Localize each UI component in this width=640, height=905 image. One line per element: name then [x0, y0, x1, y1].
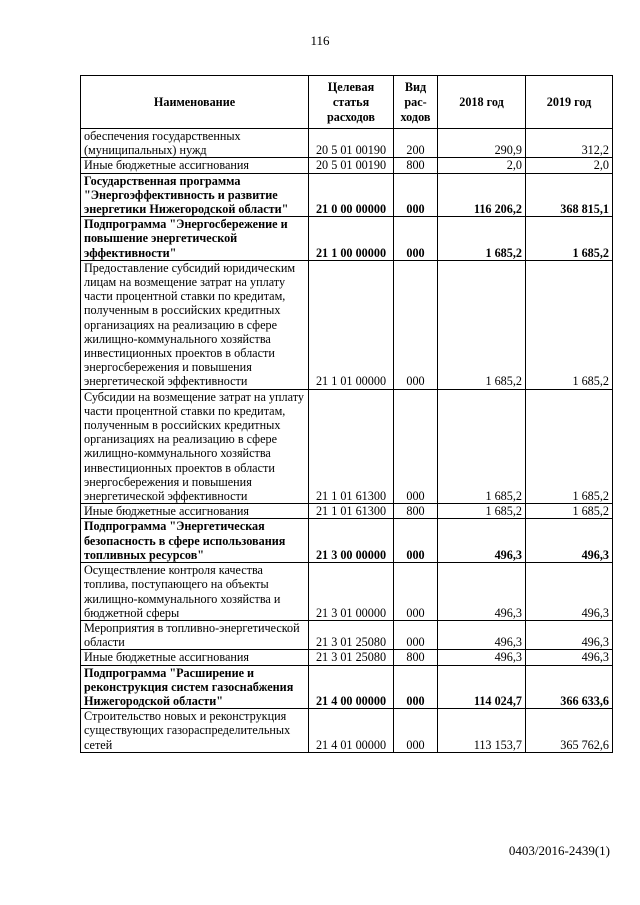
- row-value-2018: 2,0: [438, 158, 526, 173]
- row-name: Подпрограмма "Энергосбережение и повышение энергетической эффективности": [81, 217, 309, 261]
- row-value-2019: 496,3: [526, 519, 613, 563]
- row-expense-kind: 800: [394, 504, 438, 519]
- page-number: 116: [310, 33, 330, 48]
- row-name: обеспечения государственных (муниципальных) нужд: [81, 129, 309, 158]
- row-value-2019: 366 633,6: [526, 665, 613, 709]
- table-row: [81, 665, 613, 709]
- row-expense-kind: 000: [394, 217, 438, 261]
- row-value-2018: 116 206,2: [438, 173, 526, 217]
- row-value-2019: 1 685,2: [526, 389, 613, 504]
- row-value-2018: 496,3: [438, 620, 526, 649]
- table-row: [81, 260, 613, 389]
- row-target-code: 20 5 01 00190: [309, 158, 394, 173]
- row-value-2019: 1 685,2: [526, 217, 613, 261]
- row-target-code: 20 5 01 00190: [309, 129, 394, 158]
- header-2019: 2019 год: [526, 76, 613, 129]
- row-expense-kind: 800: [394, 650, 438, 665]
- row-expense-kind: 000: [394, 519, 438, 563]
- row-expense-kind: 000: [394, 389, 438, 504]
- row-target-code: 21 4 01 00000: [309, 709, 394, 753]
- row-value-2018: 114 024,7: [438, 665, 526, 709]
- table-row: [81, 173, 613, 217]
- row-value-2019: 1 685,2: [526, 504, 613, 519]
- row-name: Строительство новых и реконструкция существующих газораспределительных сетей: [81, 709, 309, 753]
- row-expense-kind: 000: [394, 563, 438, 621]
- row-target-code: 21 1 01 00000: [309, 260, 394, 389]
- row-name: Предоставление субсидий юридическим лицам на возмещение затрат на уплату части процентной ставки по кредитам, полученным в российских кредитных организациях на реализацию в сфере жилищно-коммунального хозяйства инвестиционных проектов в области энергосбережения и повышения энергетической эффективности: [81, 260, 309, 389]
- row-target-code: 21 1 01 61300: [309, 504, 394, 519]
- header-kind: Вид рас-ходов: [394, 76, 438, 129]
- row-value-2018: 290,9: [438, 129, 526, 158]
- row-value-2018: 113 153,7: [438, 709, 526, 753]
- row-name: Иные бюджетные ассигнования: [81, 504, 309, 519]
- row-expense-kind: 000: [394, 260, 438, 389]
- row-value-2018: 496,3: [438, 563, 526, 621]
- row-name: Мероприятия в топливно-энергетической области: [81, 620, 309, 649]
- row-value-2019: 312,2: [526, 129, 613, 158]
- row-target-code: 21 1 01 61300: [309, 389, 394, 504]
- table-row: [81, 563, 613, 621]
- row-name: Подпрограмма "Расширение и реконструкция систем газоснабжения Нижегородской области": [81, 665, 309, 709]
- table-row: [81, 519, 613, 563]
- row-name: Иные бюджетные ассигнования: [81, 650, 309, 665]
- row-name: Подпрограмма "Энергетическая безопасность в сфере использования топливных ресурсов": [81, 519, 309, 563]
- table-row: [81, 158, 613, 173]
- row-value-2018: 1 685,2: [438, 504, 526, 519]
- row-expense-kind: 000: [394, 665, 438, 709]
- row-value-2018: 1 685,2: [438, 260, 526, 389]
- row-name: Иные бюджетные ассигнования: [81, 158, 309, 173]
- table-header-row: [81, 76, 613, 129]
- row-value-2019: 496,3: [526, 650, 613, 665]
- table-row: [81, 217, 613, 261]
- row-expense-kind: 000: [394, 620, 438, 649]
- row-value-2018: 496,3: [438, 519, 526, 563]
- row-expense-kind: 000: [394, 173, 438, 217]
- row-value-2019: 365 762,6: [526, 709, 613, 753]
- row-value-2019: 368 815,1: [526, 173, 613, 217]
- row-expense-kind: 200: [394, 129, 438, 158]
- table-row: [81, 389, 613, 504]
- row-value-2018: 496,3: [438, 650, 526, 665]
- row-name: Государственная программа "Энергоэффективность и развитие энергетики Нижегородской области": [81, 173, 309, 217]
- row-target-code: 21 0 00 00000: [309, 173, 394, 217]
- row-target-code: 21 3 00 00000: [309, 519, 394, 563]
- header-target: Целевая статья расходов: [309, 76, 394, 129]
- row-target-code: 21 3 01 25080: [309, 650, 394, 665]
- row-value-2019: 496,3: [526, 620, 613, 649]
- table-row: [81, 129, 613, 158]
- row-value-2018: 1 685,2: [438, 389, 526, 504]
- document-code: 0403/2016-2439(1): [508, 843, 610, 858]
- row-expense-kind: 800: [394, 158, 438, 173]
- row-target-code: 21 3 01 00000: [309, 563, 394, 621]
- row-target-code: 21 1 00 00000: [309, 217, 394, 261]
- row-target-code: 21 3 01 25080: [309, 620, 394, 649]
- header-name: Наименование: [81, 76, 309, 129]
- row-value-2019: 1 685,2: [526, 260, 613, 389]
- row-name: Субсидии на возмещение затрат на уплату части процентной ставки по кредитам, полученным в российских кредитных организациях на реализацию в сфере жилищно-коммунального хозяйства инвестиционных проектов в области энергосбережения и повышения энергетической эффективности: [81, 389, 309, 504]
- table-row: [81, 709, 613, 753]
- budget-table: [80, 75, 613, 753]
- row-target-code: 21 4 00 00000: [309, 665, 394, 709]
- table-row: [81, 650, 613, 665]
- row-name: Осуществление контроля качества топлива, поступающего на объекты жилищно-коммунального хозяйства и бюджетной сферы: [81, 563, 309, 621]
- row-value-2019: 2,0: [526, 158, 613, 173]
- row-value-2018: 1 685,2: [438, 217, 526, 261]
- row-value-2019: 496,3: [526, 563, 613, 621]
- table-row: [81, 504, 613, 519]
- header-2018: 2018 год: [438, 76, 526, 129]
- row-expense-kind: 000: [394, 709, 438, 753]
- table-row: [81, 620, 613, 649]
